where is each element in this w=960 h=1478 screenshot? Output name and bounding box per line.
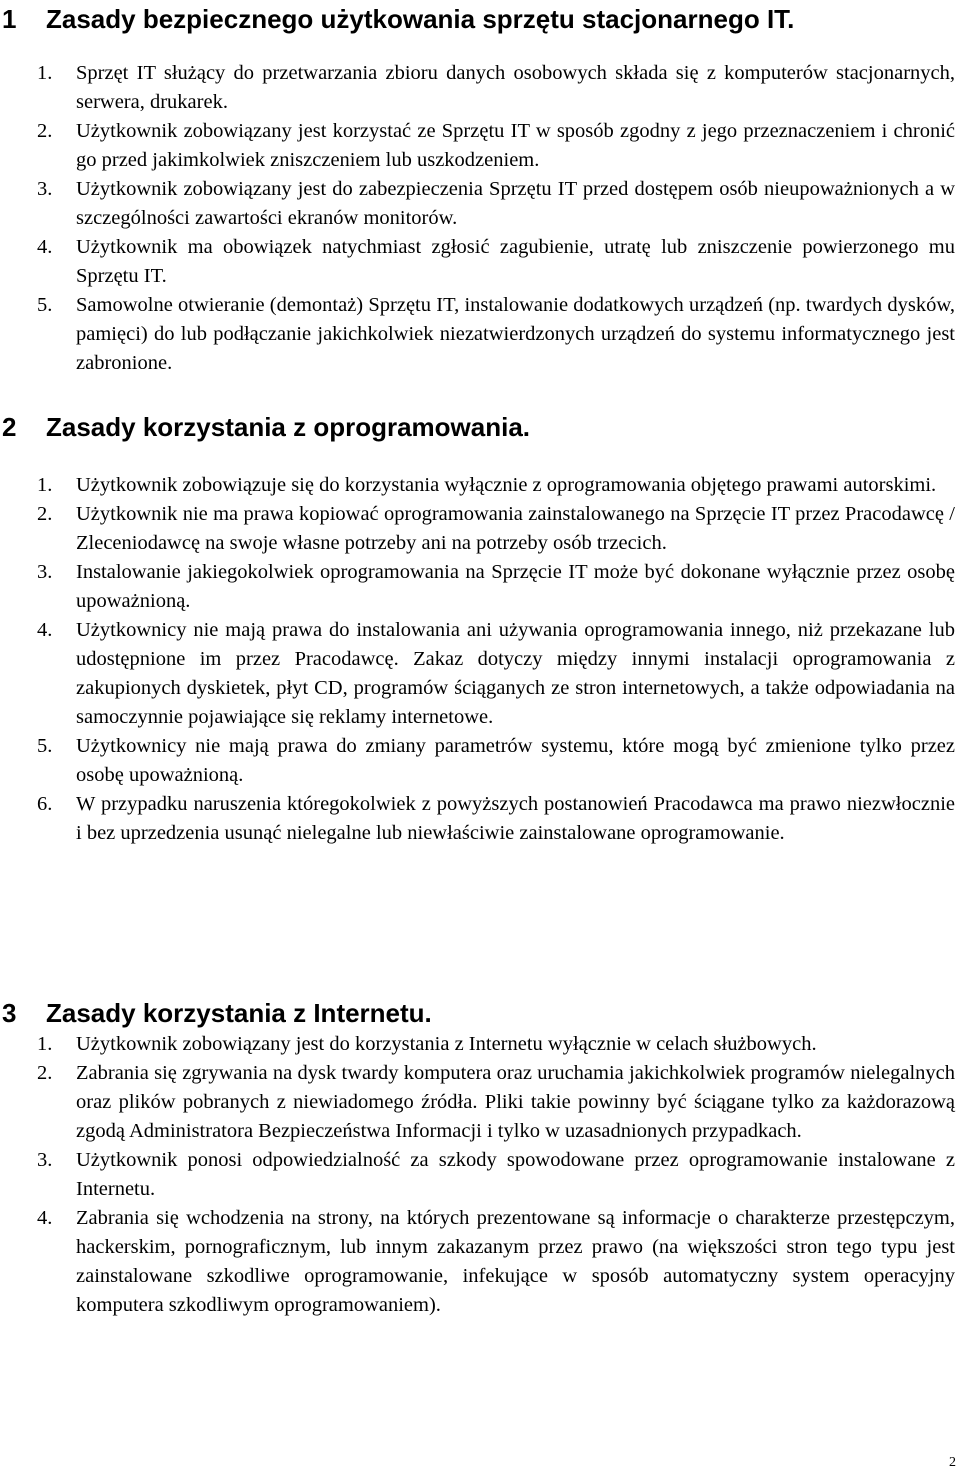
list-item [0, 233, 960, 291]
rules-list [0, 471, 960, 848]
list-item [0, 616, 960, 732]
list-marker: 1. [37, 474, 53, 496]
section-number: 1 [2, 4, 17, 34]
list-marker: 4. [37, 1207, 53, 1229]
section-heading [0, 2, 960, 36]
list-item [0, 117, 960, 175]
list-marker: 1. [37, 1033, 53, 1055]
list-item-text: Zabrania się zgrywania na dysk twardy komputera oraz uruchamia jakichkolwiek programów nielegalnych oraz plików pobranych z niewiadomego źródła. Pliki takie powinny być ściągane tylko za każdorazową zgodą Administratora Bezpieczeństwa Informacji i tylko w uzasadnionych przypadkach. [76, 1062, 955, 1142]
list-item [0, 1146, 960, 1204]
list-item-text: Samowolne otwieranie (demontaż) Sprzętu IT, instalowanie dodatkowych urządzeń (np. twardych dysków, pamięci) do lub podłączanie jakichkolwiek niezatwierdzonych urządzeń do systemu informatycznego jest zabronione. [76, 294, 955, 374]
section-number: 2 [2, 412, 17, 442]
section-heading [0, 410, 960, 444]
list-item [0, 1059, 960, 1146]
list-marker: 5. [37, 294, 53, 316]
list-marker: 6. [37, 793, 53, 815]
list-marker: 3. [37, 561, 53, 583]
list-marker: 5. [37, 735, 53, 757]
list-marker: 2. [37, 1062, 53, 1084]
list-item-text: Użytkownik zobowiązany jest korzystać ze Sprzętu IT w sposób zgodny z jego przeznaczeniem i chronić go przed jakimkolwiek zniszczeniem lub uszkodzeniem. [76, 120, 955, 171]
list-marker: 2. [37, 120, 53, 142]
list-item [0, 175, 960, 233]
list-item-text: Sprzęt IT służący do przetwarzania zbioru danych osobowych składa się z komputerów stacjonarnych, serwera, drukarek. [76, 62, 955, 113]
section-title: Zasady bezpiecznego użytkowania sprzętu stacjonarnego IT. [46, 4, 795, 34]
list-item-text: Użytkownik zobowiązany jest do zabezpieczenia Sprzętu IT przed dostępem osób nieupoważnionych a w szczególności zawartości ekranów monitorów. [76, 178, 955, 229]
list-item-text: Użytkownik ponosi odpowiedzialność za szkody spowodowane przez oprogramowanie instalowane z Internetu. [76, 1149, 955, 1200]
section-heading [0, 996, 960, 1030]
rules-list [0, 59, 960, 378]
list-item [0, 291, 960, 378]
section-1 [0, 2, 960, 378]
list-marker: 1. [37, 62, 53, 84]
list-item-text: Użytkownik ma obowiązek natychmiast zgłosić zagubienie, utratę lub zniszczenie powierzonego mu Sprzętu IT. [76, 236, 955, 287]
list-marker: 4. [37, 236, 53, 258]
section-title: Zasady korzystania z Internetu. [46, 998, 432, 1028]
list-item [0, 500, 960, 558]
list-item-text: Zabrania się wchodzenia na strony, na których prezentowane są informacje o charakterze przestępczym, hackerskim, pornograficznym, lub innym zakazanym przez prawo (na większości stron tego typu jest zainstalowane szkodliwe oprogramowanie, infekujące w sposób automatyczny system operacyjny komputera szkodliwym oprogramowaniem). [76, 1207, 955, 1316]
rules-list [0, 1030, 960, 1320]
list-item-text: W przypadku naruszenia któregokolwiek z powyższych postanowień Pracodawca ma prawo niezwłocznie i bez uprzedzenia usunąć nielegalne lub niewłaściwie zainstalowane oprogramowanie. [76, 793, 955, 844]
list-item [0, 1204, 960, 1320]
list-item [0, 471, 960, 500]
page-number: 2 [949, 1455, 956, 1470]
list-item-text: Użytkownik zobowiązuje się do korzystania wyłącznie z oprogramowania objętego prawami autorskimi. [76, 474, 937, 496]
list-item-text: Użytkownik nie ma prawa kopiować oprogramowania zainstalowanego na Sprzęcie IT przez Pracodawcę / Zleceniodawcę na swoje własne potrzeby ani na potrzeby osób trzecich. [76, 503, 955, 554]
list-item [0, 59, 960, 117]
section-3 [0, 996, 960, 1320]
section-2 [0, 410, 960, 848]
list-item-text: Użytkownicy nie mają prawa do zmiany parametrów systemu, które mogą być zmienione tylko przez osobę upoważnioną. [76, 735, 955, 786]
list-item [0, 1030, 960, 1059]
list-item-text: Użytkownik zobowiązany jest do korzystania z Internetu wyłącznie w celach służbowych. [76, 1033, 817, 1055]
list-marker: 3. [37, 1149, 53, 1171]
list-marker: 4. [37, 619, 53, 641]
list-marker: 2. [37, 503, 53, 525]
section-number: 3 [2, 998, 17, 1028]
list-item [0, 558, 960, 616]
list-item-text: Instalowanie jakiegokolwiek oprogramowania na Sprzęcie IT może być dokonane wyłącznie przez osobę upoważnioną. [76, 561, 955, 612]
list-item-text: Użytkownicy nie mają prawa do instalowania ani używania oprogramowania innego, niż przekazane lub udostępnione im przez Pracodawcę. Zakaz dotyczy między innymi instalacji oprogramowania z zakupionych dyskietek, płyt CD, programów ściąganych ze stron internetowych, a także odpowiadania na samoczynnie pojawiające się reklamy internetowe. [76, 619, 955, 728]
list-marker: 3. [37, 178, 53, 200]
list-item [0, 790, 960, 848]
section-title: Zasady korzystania z oprogramowania. [46, 412, 531, 442]
list-item [0, 732, 960, 790]
